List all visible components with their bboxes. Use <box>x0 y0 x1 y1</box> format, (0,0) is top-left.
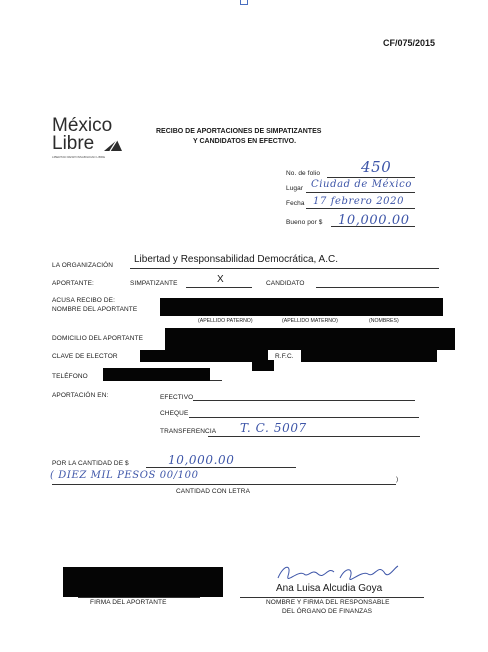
nombre-aportante-redaction <box>160 298 443 316</box>
cantidad-label: POR LA CANTIDAD DE $ <box>52 460 129 467</box>
telefono-label: TELÉFONO <box>52 373 88 380</box>
firma-aportante-redaction <box>63 567 223 597</box>
lugar-label: Lugar <box>286 185 304 192</box>
domicilio-redaction <box>165 328 455 350</box>
telefono-redaction <box>103 368 210 381</box>
logo-tagline: LIBERTAD RESPONSABILIDAD LIBRE <box>52 155 106 159</box>
apellido-paterno-caption: (APELLIDO PATERNO) <box>198 318 253 324</box>
responsable-caption-line-2: DEL ÓRGANO DE FINANZAS <box>282 608 373 615</box>
logo-line-1: México <box>52 115 113 136</box>
cantidad-value: 10,000.00 <box>168 453 235 467</box>
transferencia-value: T. C. 5007 <box>240 421 307 435</box>
acusa-recibo-label: ACUSA RECIBO DE: <box>52 297 116 304</box>
fecha-label: Fecha <box>286 200 305 207</box>
apellido-materno-caption: (APELLIDO MATERNO) <box>282 318 338 324</box>
document-title-line-2: Y CANDIDATOS EN EFECTIVO. <box>193 138 297 145</box>
firma-aportante-label: FIRMA DEL APORTANTE <box>90 599 167 606</box>
clave-elector-redaction-tail <box>252 360 274 371</box>
organizacion-label: LA ORGANIZACIÓN <box>52 262 114 269</box>
simpatizante-label: SIMPATIZANTE <box>130 280 178 287</box>
bueno-por-value: 10,000.00 <box>338 213 410 228</box>
clave-elector-redaction <box>140 350 268 362</box>
document-title-line-1: RECIBO DE APORTACIONES DE SIMPATIZANTES <box>156 128 322 135</box>
nombre-aportante-label: NOMBRE DEL APORTANTE <box>52 306 138 313</box>
logo-line-2: Libre <box>52 133 95 154</box>
organizacion-value: Libertad y Responsabilidad Democrática, A.C. <box>134 254 338 265</box>
mexico-libre-logo <box>52 116 132 160</box>
transferencia-label: TRANSFERENCIA <box>160 428 217 435</box>
cantidad-letra-value: ( DIEZ MIL PESOS 00/100 <box>50 470 199 481</box>
fecha-value: 17 febrero 2020 <box>313 196 405 207</box>
clave-elector-label: CLAVE DE ELECTOR <box>52 353 118 360</box>
aportante-label: APORTANTE: <box>52 280 94 287</box>
simpatizante-mark: X <box>217 274 224 285</box>
lugar-value: Ciudad de México <box>311 179 412 190</box>
cantidad-letra-close: ) <box>396 476 399 483</box>
cantidad-letra-caption: CANTIDAD CON LETRA <box>176 488 251 495</box>
rfc-redaction <box>301 349 437 362</box>
efectivo-label: EFECTIVO <box>160 394 194 401</box>
punch-mark-icon <box>240 0 248 5</box>
domicilio-label: DOMICILIO DEL APORTANTE <box>52 335 144 342</box>
cheque-label: CHEQUE <box>160 410 189 417</box>
bueno-por-label: Bueno por $ <box>286 219 323 226</box>
nombres-caption: (NOMBRES) <box>369 318 399 324</box>
reference-code: CF/075/2015 <box>383 38 436 48</box>
aportacion-label: APORTACIÓN EN: <box>52 392 109 399</box>
responsable-caption-line-1: NOMBRE Y FIRMA DEL RESPONSABLE <box>266 599 390 606</box>
candidato-label: CANDIDATO <box>266 280 305 287</box>
sail-icon <box>102 138 124 152</box>
folio-value: 450 <box>361 158 392 176</box>
responsable-name: Ana Luisa Alcudia Goya <box>276 583 383 594</box>
folio-label: No. de folio <box>286 170 321 177</box>
rfc-label: R.F.C. <box>275 353 294 360</box>
